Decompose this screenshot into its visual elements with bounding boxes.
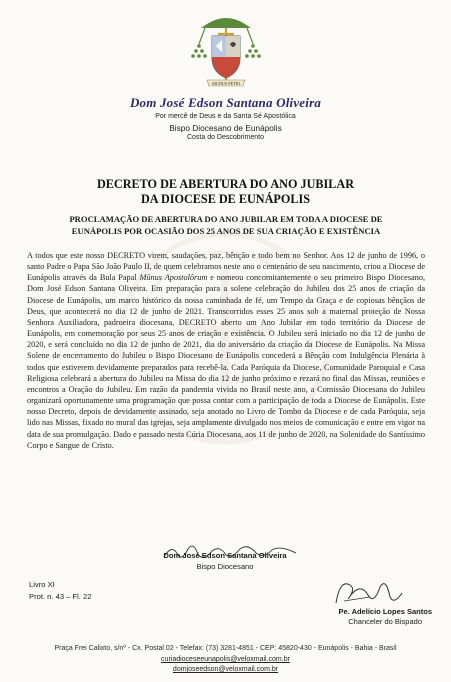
decree-text-part-2: e nomeou concomitantemente o seu primeiro Bispo Diocesano, Dom José Edson Santana Oliveira. Em preparação para a solene celebração do Jubileu dos 25 anos de criação da Diocese de Eunápolis, um marco histórico da nossa caminhada de fé, um Tempo da Graça e de copiosas bênçãos de Deus, que acontecerá no dia 12 de junho de 2021. Transcorridos esses 25 anos sob a maternal proteção de Nossa Senhora Auxiliadora, padroeira diocesana, DECRETO aberto um Ano Jubilar em todo território da Diocese de Eunápolis, em comemoração por seus 25 anos de criação e existência. O Jubileu será iniciado no dia 12 de junho de 2020, e será concluído no dia 12 de junho de 2021, dia do aniversário da criação da Diocese de Eunápolis. Na Missa Solene de encerramento do Jubileu o Bispo Diocesano de Eunápolis concederá a Bênção com Indulgência Plenária à todos que estiverem devidamente preparados para recebê-la. Cada Paróquia da Diocese, Comunidade Paroquial e Casa Religiosa celebrará a abertura do Jubileu na Missa do dia 12 de junho próximo e rezará no final das Missas, reuniões e encontros a Oração do Jubileu. Em razão da pandemia vivida no Brasil neste ano, a Comissão Diocesana do Jubileu organizará oportunamente uma programação que possa contar com a participação de toda a Diocese de Eunápolis. Este nosso Decreto, depois de devidamente assinado, seja anotado no Livro de Tombo da Diocese e de cada Paróquia, seja lido nas Missas, fixado no mural das igrejas, seja amplamente divulgado nos meios de comunicação e entre em vigor na data de sua promulgação. Dado e passado nesta Cúria Diocesana, aos 11 de junho de 2020, na Solenidade do Santíssimo Corpo e Sangue de Cristo. (27, 273, 426, 450)
registry-protocol: Prot. n. 43 – Fl. 22 (29, 592, 92, 601)
decree-title-line-2: DA DIOCESE DE EUNÁPOLIS (141, 192, 310, 206)
footer-address: Praça Frei Calixto, s/nº - Cx. Postal 02 - Telefax: (73) 3281-4851 - CEP: 45820-430 - Eunápolis - Bahia - Brasil (54, 645, 397, 652)
chancellor-signature-title: Chanceler do Bispado (348, 617, 422, 626)
papal-bull-name: Mûnus Apostolôrum (139, 273, 208, 283)
registry-book: Livro XI (29, 580, 55, 589)
decree-subtitle-line-2: EUNÁPOLIS POR OCASIÃO DOS 25 ANOS DE SUA CRIAÇÃO E EXISTÊNCIA (71, 226, 381, 236)
header-line-3: Costa do Descobrimento (186, 134, 265, 141)
decree-title-line-1: DECRETO DE ABERTURA DO ANO JUBILAR (96, 177, 355, 191)
bishop-signature-title: Bispo Diocesano (196, 562, 254, 571)
header-line-2: Bispo Diocesano de Eunápolis (169, 123, 282, 133)
chancellor-signature-name: Pe. Adelício Lopes Santos (338, 607, 432, 616)
decree-subtitle-line-1: PROCLAMAÇÃO DE ABERTURA DO ANO JUBILAR EM TODA A DIOCESE DE (69, 214, 383, 224)
decree-paragraph (27, 250, 425, 451)
bishop-name-heading: Dom José Edson Santana Oliveira (129, 95, 322, 110)
decree-body (27, 250, 425, 451)
episcopal-coat-of-arms (185, 10, 267, 88)
bishop-signature-name: Dom José Edson Santana Oliveira (163, 551, 287, 560)
chancellor-signature (330, 575, 405, 609)
header-line-1: Por mercê de Deus e da Santa Sé Apostólica (155, 113, 296, 120)
seal-motto: MUNUS PETRI (212, 81, 240, 86)
footer-email-curia[interactable]: curiadioceseeunapolis@veloxmail.com.br (161, 656, 290, 663)
footer-email-bishop[interactable]: domjoseedson@veloxmail.com.br (172, 666, 279, 673)
decree-text-part-1: A todos que este nosso DECRETO virem, saudações, paz, bênção e todo bem no Senhor. Aos 12 de junho de 1996, o santo Padre o Papa São João Paulo II, de quem celebramos neste ano o centenário de seu nascimento, criou a Diocese de Eunápolis através da Bula Papal (27, 251, 425, 283)
